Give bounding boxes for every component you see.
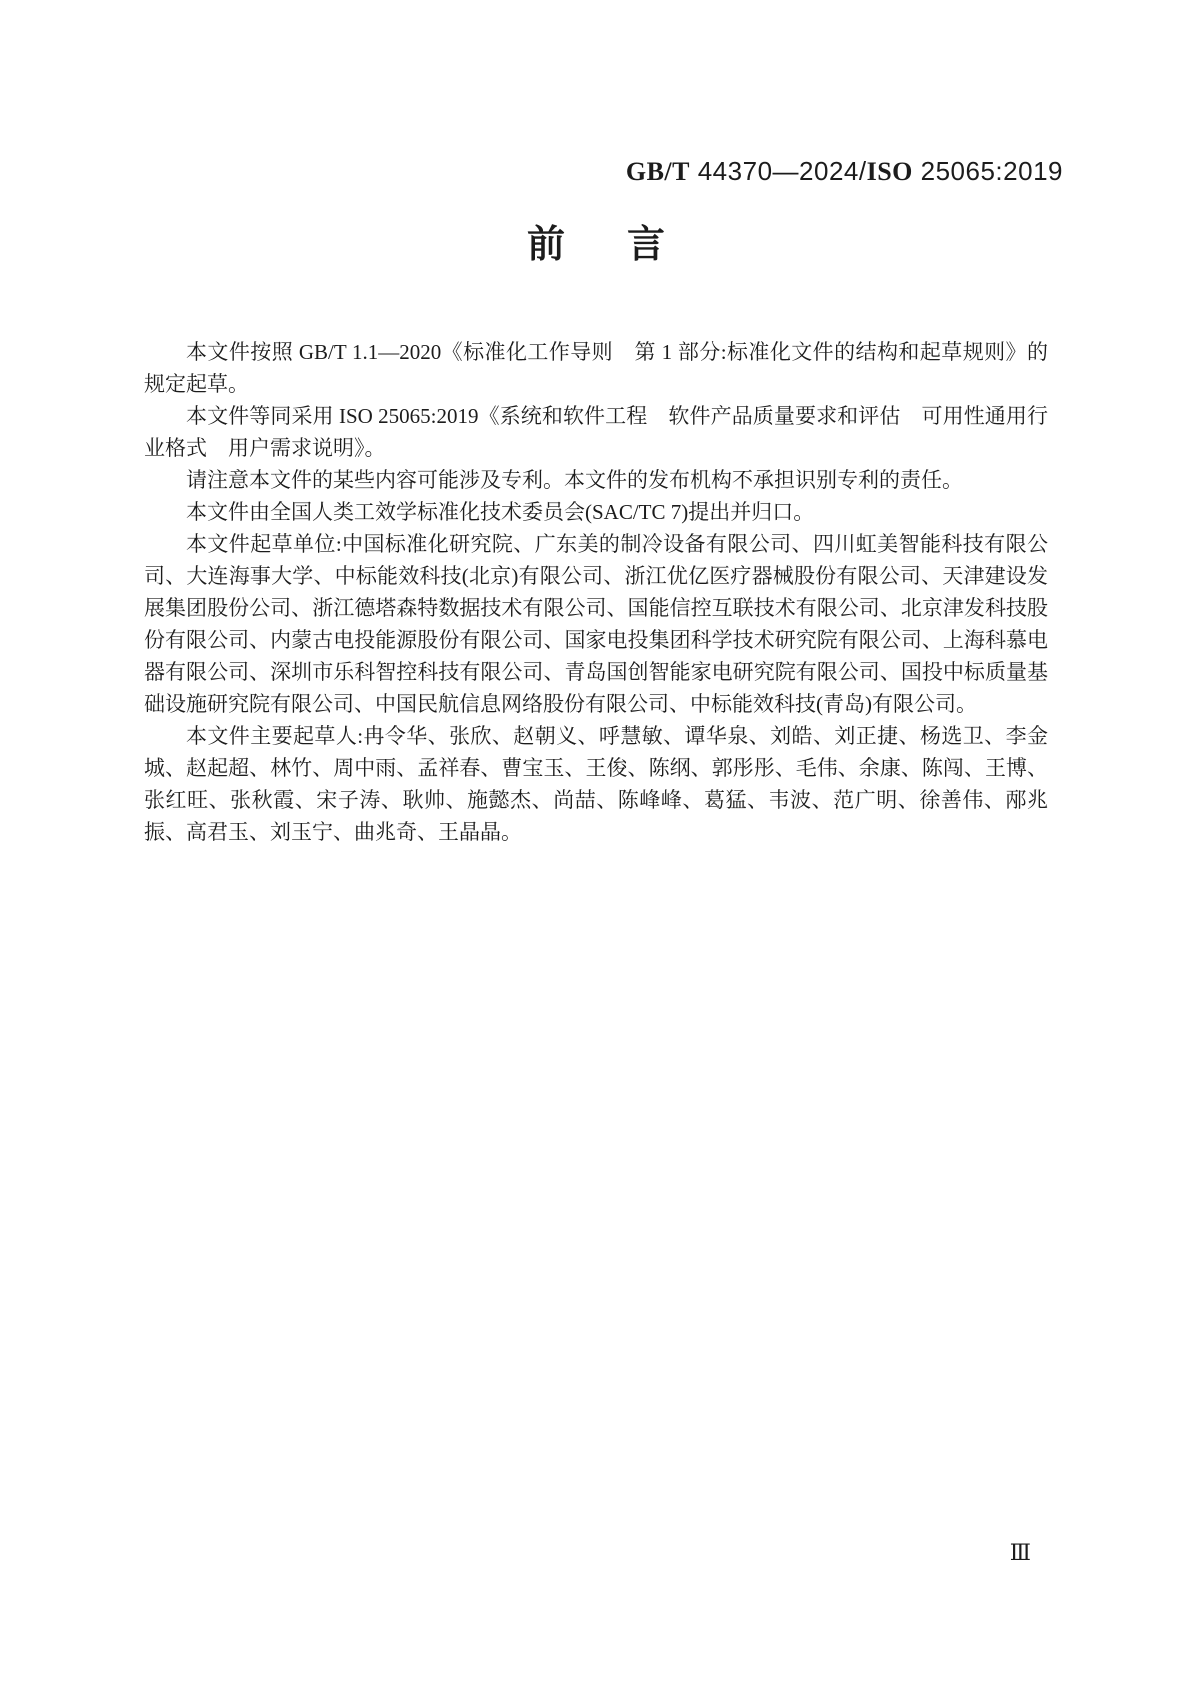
foreword-body xyxy=(144,336,1048,848)
page-title-char-left: 前 xyxy=(526,224,565,266)
page-title-char-right: 言 xyxy=(627,224,666,266)
foreword-paragraph-patent-notice: 请注意本文件的某些内容可能涉及专利。本文件的发布机构不承担识别专利的责任。 xyxy=(186,468,963,492)
iso-standard-prefix: ISO xyxy=(866,157,913,186)
page-number: Ⅲ xyxy=(1009,1540,1031,1565)
foreword-paragraph-drafters: 本文件主要起草人:冉令华、张欣、赵朝义、呼慧敏、谭华泉、刘皓、刘正捷、杨选卫、李金城、赵起超、林竹、周中雨、孟祥春、曹宝玉、王俊、陈纲、郭彤彤、毛伟、余康、陈闯、王博、张红旺、张秋霞、宋子涛、耿帅、施懿杰、尚喆、陈峰峰、葛猛、韦波、范广明、徐善伟、邴兆振、高君玉、刘玉宁、曲兆奇、王晶晶。 xyxy=(144,724,1048,844)
foreword-paragraph-committee: 本文件由全国人类工效学标准化技术委员会(SAC/TC 7)提出并归口。 xyxy=(186,500,815,524)
foreword-paragraph-iso-adoption: 本文件等同采用 ISO 25065:2019《系统和软件工程 软件产品质量要求和评估 可用性通用行业格式 用户需求说明》。 xyxy=(144,404,1048,460)
gb-standard-number: 44370—2024/ xyxy=(690,156,867,186)
gb-standard-prefix: GB/T xyxy=(625,157,690,186)
foreword-paragraph-drafting-rules: 本文件按照 GB/T 1.1—2020《标准化工作导则 第 1 部分:标准化文件的结构和起草规则》的规定起草。 xyxy=(144,340,1048,396)
foreword-paragraph-drafting-organizations: 本文件起草单位:中国标准化研究院、广东美的制冷设备有限公司、四川虹美智能科技有限公司、大连海事大学、中标能效科技(北京)有限公司、浙江优亿医疗器械股份有限公司、天津建设发展集团股份公司、浙江德塔森特数据技术有限公司、国能信控互联技术有限公司、北京津发科技股份有限公司、内蒙古电投能源股份有限公司、国家电投集团科学技术研究院有限公司、上海科慕电器有限公司、深圳市乐科智控科技有限公司、青岛国创智能家电研究院有限公司、国投中标质量基础设施研究院有限公司、中国民航信息网络股份有限公司、中标能效科技(青岛)有限公司。 xyxy=(144,532,1048,716)
document-code xyxy=(598,126,1063,217)
iso-standard-number: 25065:2019 xyxy=(912,156,1063,186)
page-title xyxy=(144,222,1048,268)
